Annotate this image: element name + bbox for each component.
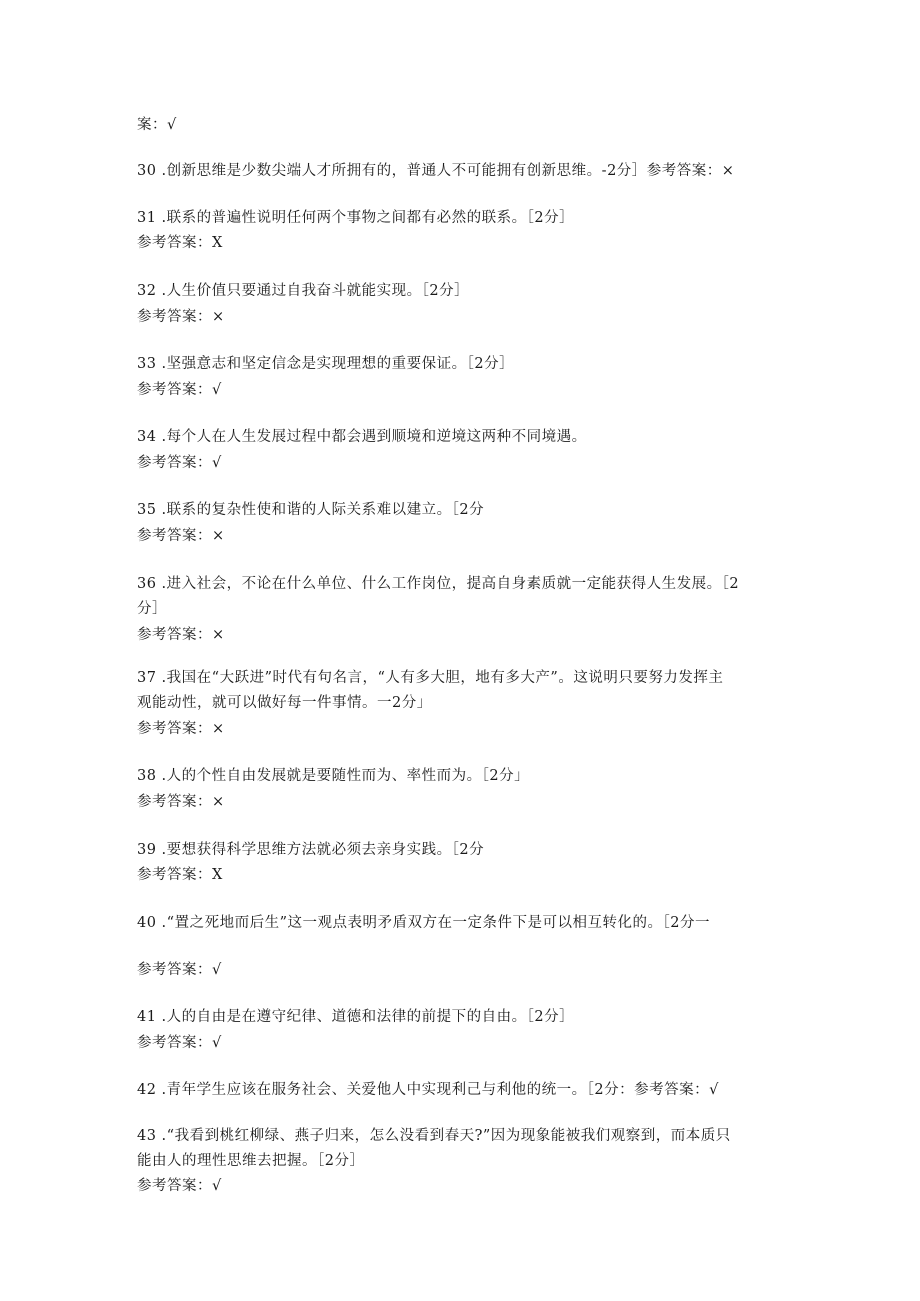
question-31: 31 .联系的普遍性说明任何两个事物之间都有必然的联系。［2分］: [137, 210, 575, 226]
answer-43: 参考答案：√: [137, 1178, 222, 1194]
answer-37: 参考答案：×: [137, 721, 225, 737]
answer-35: 参考答案：×: [137, 528, 225, 544]
answer-38: 参考答案：×: [137, 794, 225, 810]
question-37-line-2: 观能动性，就可以做好每一件事情。一2分」: [137, 695, 432, 711]
answer-31: 参考答案：X: [137, 235, 223, 251]
answer-34: 参考答案：√: [137, 455, 222, 471]
question-39: 39 .要想获得科学思维方法就必须去亲身实践。［2分: [137, 842, 485, 858]
answer-39: 参考答案：X: [137, 867, 223, 883]
question-34: 34 .每个人在人生发展过程中都会遇到顺境和逆境这两种不同境遇。: [137, 429, 587, 445]
question-43-line-2: 能由人的理性思维去把握。［2分］: [137, 1153, 365, 1169]
answer-41: 参考答案：√: [137, 1035, 222, 1051]
answer-fragment: 案：√: [137, 117, 177, 133]
question-41: 41 .人的自由是在遵守纪律、道德和法律的前提下的自由。［2分］: [137, 1009, 575, 1025]
question-42: 42 .青年学生应该在服务社会、关爱他人中实现利己与利他的统一。［2分：参考答案：√: [137, 1082, 719, 1098]
question-43-line-1: 43 .“我看到桃红柳绿、燕子归来，怎么没看到春天?”因为现象能被我们观察到，而本质只: [137, 1128, 731, 1144]
question-35: 35 .联系的复杂性使和谐的人际关系难以建立。［2分: [137, 502, 485, 518]
question-38: 38 .人的个性自由发展就是要随性而为、率性而为。［2分」: [137, 768, 530, 784]
question-30: 30 .创新思维是少数尖端人才所拥有的，普通人不可能拥有创新思维。-2分］参考答案：×: [137, 163, 735, 179]
question-40: 40 .“置之死地而后生”这一观点表明矛盾双方在一定条件下是可以相互转化的。［2分一: [137, 915, 710, 931]
question-36-line-2: 分］: [137, 601, 167, 617]
answer-36: 参考答案：×: [137, 627, 225, 643]
question-36-line-1: 36 .进入社会，不论在什么单位、什么工作岗位，提高自身素质就一定能获得人生发展。［2: [137, 576, 740, 592]
answer-32: 参考答案：×: [137, 309, 225, 325]
answer-33: 参考答案：√: [137, 382, 222, 398]
question-37-line-1: 37 .我国在“大跃进”时代有句名言，“人有多大胆，地有多大产”。这说明只要努力发挥主: [137, 670, 724, 686]
question-32: 32 .人生价值只要通过自我奋斗就能实现。［2分］: [137, 283, 470, 299]
answer-40: 参考答案：√: [137, 962, 222, 978]
question-33: 33 .坚强意志和坚定信念是实现理想的重要保证。［2分］: [137, 356, 515, 372]
